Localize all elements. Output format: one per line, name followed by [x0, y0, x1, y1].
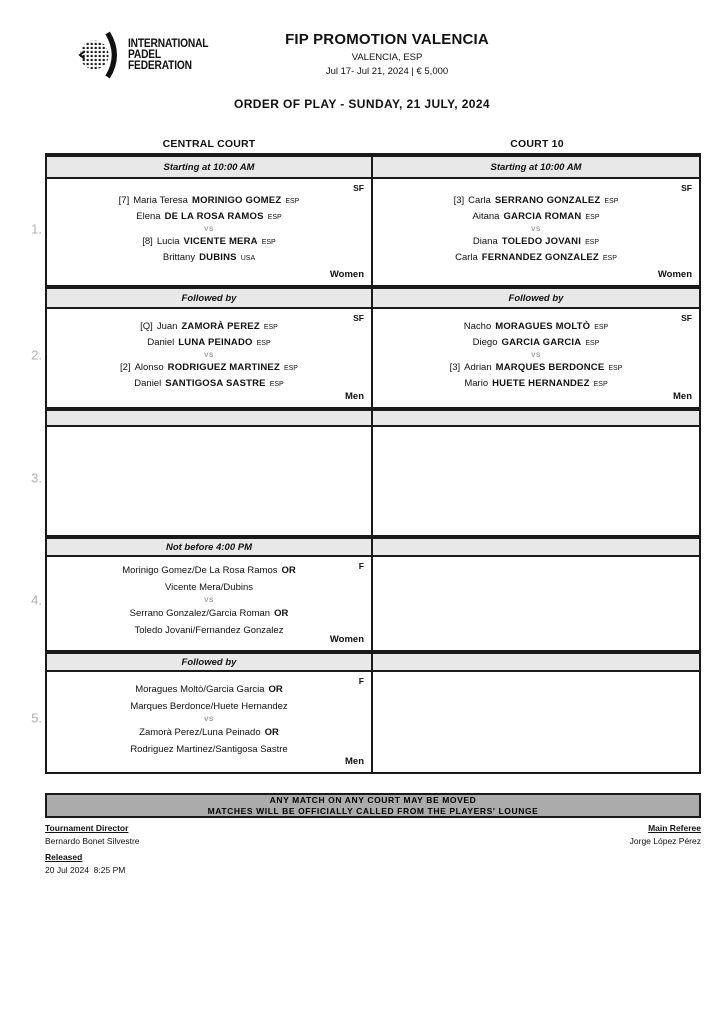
schedule-table — [45, 153, 701, 774]
player-line: [8] Lucia VICENTE MERA ESP — [142, 236, 276, 247]
category-label: Men — [345, 391, 364, 402]
pair-line: Zamorà Perez/Luna Peinado OR — [139, 726, 279, 738]
player-line: [7] Maria Teresa MORINIGO GOMEZ ESP — [118, 195, 300, 206]
row-number: 4. — [31, 592, 42, 608]
player-line: Daniel SANTIGOSA SASTRE ESP — [134, 378, 284, 389]
court-title-central: CENTRAL COURT — [162, 138, 256, 150]
category-label: Men — [345, 756, 364, 767]
main-referee-name: Jorge López Pérez — [629, 836, 701, 846]
vs-label: VS — [204, 225, 214, 233]
vs-label: VS — [531, 351, 541, 359]
match-cell — [373, 309, 699, 409]
vs-label: VS — [204, 351, 214, 359]
player-line: Aitana GARCIA ROMAN ESP — [472, 211, 600, 222]
schedule-band — [373, 537, 699, 557]
player-line: [3] Carla SERRANO GONZALEZ ESP — [453, 195, 619, 206]
round-label: F — [358, 561, 364, 571]
player-line: Mario HUETE HERNANDEZ ESP — [464, 378, 608, 389]
schedule-band: Starting at 10:00 AM — [373, 157, 699, 179]
player-line: [Q] Juan ZAMORÀ PEREZ ESP — [140, 321, 278, 332]
match-cell — [47, 309, 373, 409]
row-number: 1. — [31, 221, 42, 237]
schedule-band: Starting at 10:00 AM — [47, 157, 373, 179]
row-number: 2. — [31, 347, 42, 363]
category-label: Women — [329, 269, 364, 280]
schedule-band: Not before 4:00 PM — [47, 537, 373, 557]
main-referee-label: Main Referee — [648, 823, 701, 833]
match-cell — [47, 672, 373, 772]
category-label: Women — [657, 269, 692, 280]
category-label: Women — [329, 634, 364, 645]
match-cell — [47, 179, 373, 287]
player-line: [2] Alonso RODRIGUEZ MARTINEZ ESP — [120, 362, 298, 373]
round-label: SF — [353, 183, 364, 193]
player-line: Daniel LUNA PEINADO ESP — [147, 337, 271, 348]
court-titles — [45, 138, 701, 150]
player-line: Nacho MORAGUES MOLTÒ ESP — [463, 321, 609, 332]
schedule-band: Followed by — [47, 652, 373, 672]
pair-line: Marques Berdonce/Huete Hernandez — [130, 700, 288, 712]
event-dates: Jul 17- Jul 21, 2024 | € 5,000 — [325, 66, 449, 77]
footer-left — [45, 823, 140, 881]
ipf-logo-text: INTERNATIONAL PADEL FEDERATION — [128, 35, 209, 72]
empty-match-cell — [373, 427, 699, 537]
schedule-band: Followed by — [373, 287, 699, 309]
vs-label: VS — [204, 597, 214, 604]
player-line: Diana TOLEDO JOVANI ESP — [472, 236, 600, 247]
pair-line: Rodriguez Martinez/Santigosa Sastre — [130, 743, 288, 755]
tournament-director-label: Tournament Director — [45, 823, 129, 833]
released-label: Released — [45, 852, 83, 862]
notice-line-2: MATCHES WILL BE OFFICIALLY CALLED FROM THE PLAYERS' LOUNGE — [207, 805, 539, 816]
pair-line: Moragues Moltò/Garcia Garcia OR — [135, 683, 283, 695]
row-number: 5. — [31, 710, 42, 726]
empty-match-cell — [47, 427, 373, 537]
schedule-band — [373, 409, 699, 427]
round-label: SF — [353, 313, 364, 323]
pair-line: Morinigo Gomez/De La Rosa Ramos OR — [122, 565, 296, 576]
court-title-10: COURT 10 — [510, 138, 564, 150]
match-cell — [47, 557, 373, 652]
round-label: F — [358, 676, 364, 686]
event-header — [50, 31, 724, 77]
round-label: SF — [681, 183, 692, 193]
player-line: Carla FERNANDEZ GONZALEZ ESP — [455, 252, 617, 263]
footer-right — [630, 823, 701, 852]
order-of-play-title: ORDER OF PLAY - SUNDAY, 21 JULY, 2024 — [233, 97, 490, 111]
schedule-band — [373, 652, 699, 672]
tournament-director-name: Bernardo Bonet Silvestre — [45, 836, 140, 846]
vs-label: VS — [204, 715, 214, 723]
pair-line: Toledo Jovani/Fernandez Gonzalez — [134, 625, 284, 636]
player-line: [3] Adrian MARQUES BERDONCE ESP — [449, 362, 623, 373]
vs-label: VS — [531, 225, 541, 233]
player-line: Brittany DUBINS USA — [162, 252, 256, 263]
player-line: Diego GARCIA GARCIA ESP — [472, 337, 600, 348]
pair-line: Serrano Gonzalez/Garcia Roman OR — [129, 608, 289, 619]
event-location: VALENCIA, ESP — [351, 52, 423, 63]
event-title: FIP PROMOTION VALENCIA — [285, 31, 489, 48]
empty-match-cell — [373, 557, 699, 652]
match-cell — [373, 179, 699, 287]
row-number: 3. — [31, 470, 42, 486]
schedule-band — [47, 409, 373, 427]
category-label: Men — [673, 391, 692, 402]
pair-line: Vicente Mera/Dubins — [164, 582, 253, 593]
round-label: SF — [681, 313, 692, 323]
released-datetime: 20 Jul 2024 8:25 PM — [45, 865, 126, 875]
player-line: Elena DE LA ROSA RAMOS ESP — [136, 211, 282, 222]
notice-line-1: ANY MATCH ON ANY COURT MAY BE MOVED — [269, 794, 477, 805]
empty-match-cell — [373, 672, 699, 772]
notice-banner — [45, 793, 701, 818]
schedule-band: Followed by — [47, 287, 373, 309]
